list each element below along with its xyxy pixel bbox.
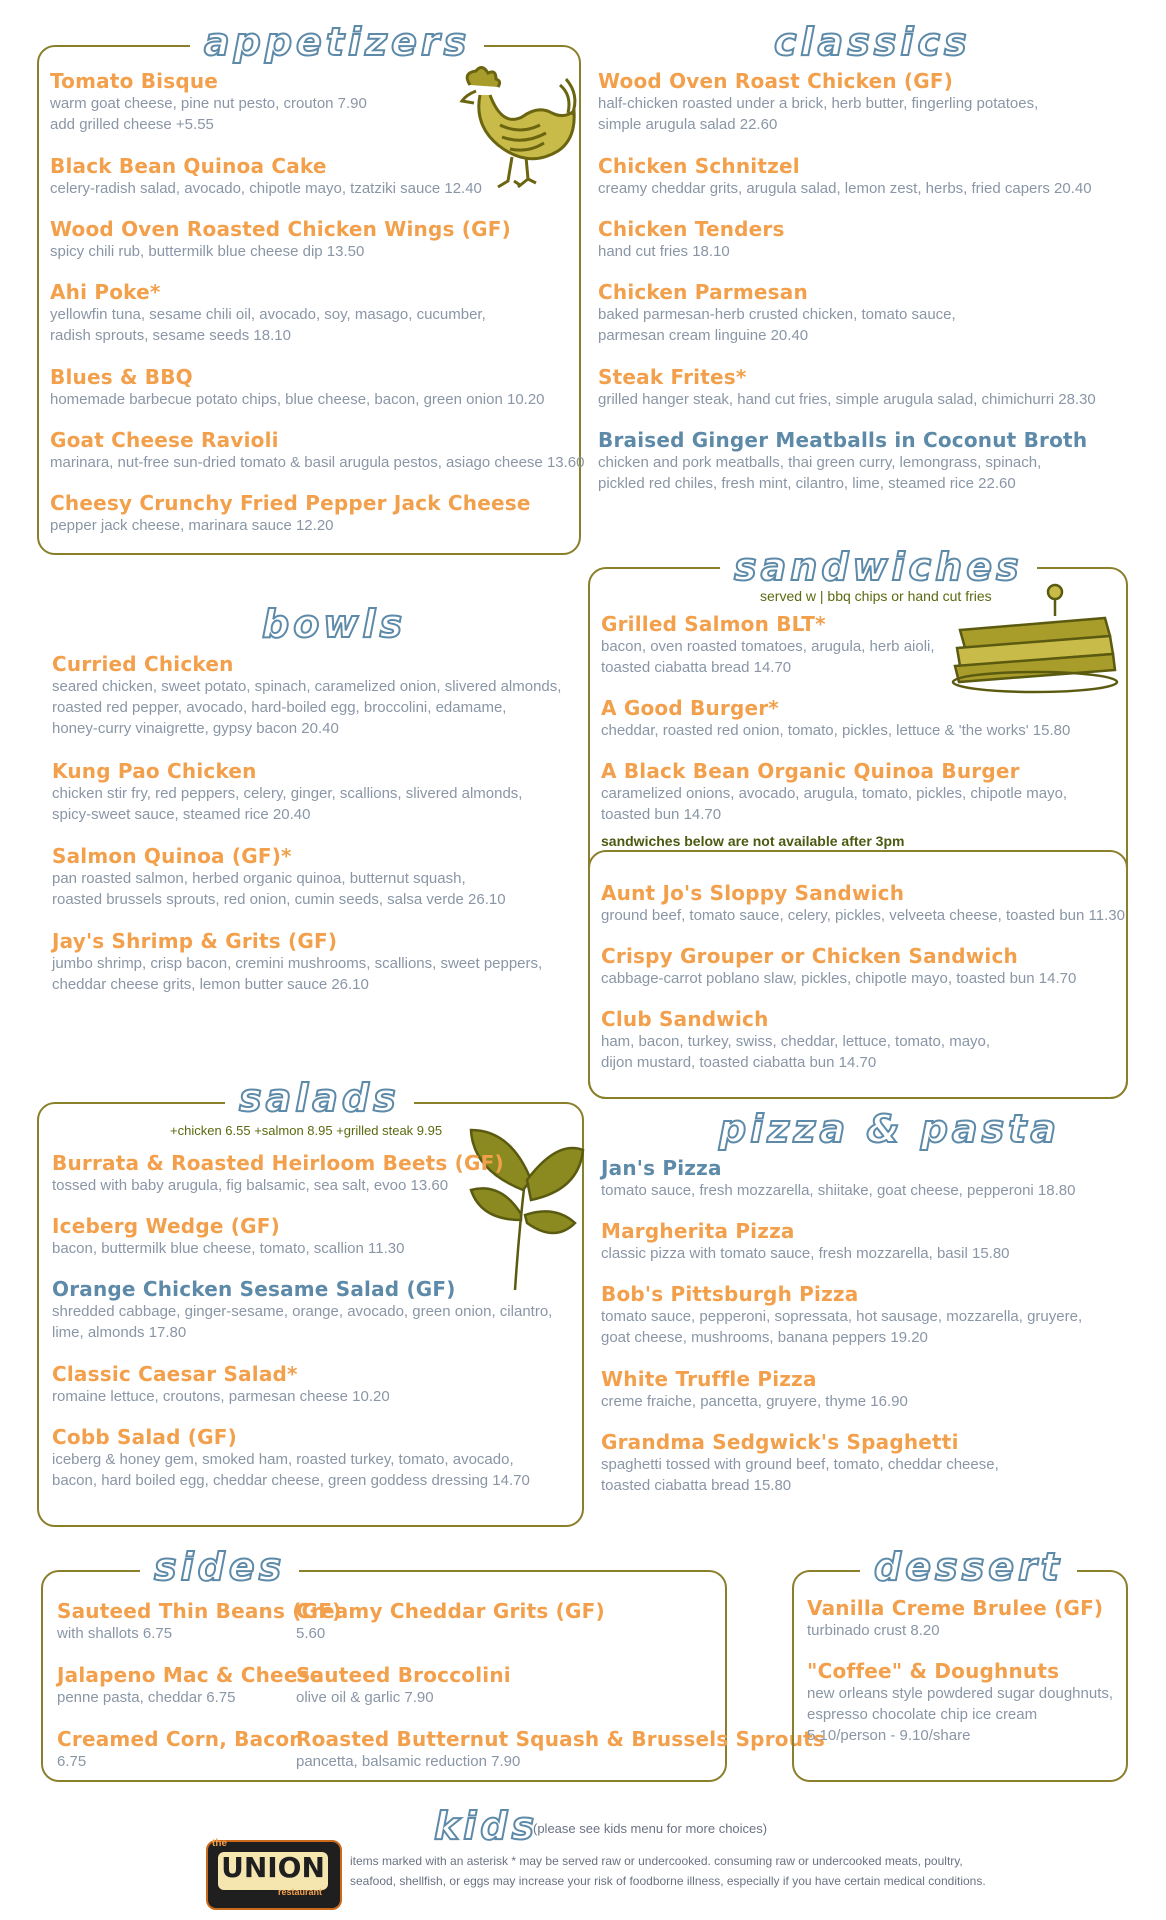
item-name: Curried Chicken [52, 652, 234, 676]
list-item [50, 429, 584, 473]
item-name: Grilled Salmon BLT* [601, 612, 826, 636]
sandwiches-note: sandwiches below are not available after 3pm [601, 833, 905, 849]
item-name: Iceberg Wedge (GF) [52, 1214, 280, 1238]
item-desc: toasted bun 14.70 [601, 806, 722, 823]
item-desc: bacon, oven roasted tomatoes, arugula, herb aioli, [601, 638, 935, 655]
item-desc: pickled red chiles, fresh mint, cilantro, lime, steamed rice 22.60 [598, 475, 1016, 492]
item-desc: espresso chocolate chip ice cream [807, 1706, 1038, 1723]
list-item [807, 1597, 1103, 1641]
list-item [52, 760, 522, 825]
item-desc: hand cut fries 18.10 [598, 243, 730, 260]
item-name: Bob's Pittsburgh Pizza [601, 1282, 859, 1306]
bowls-title: bowls [248, 602, 420, 646]
item-name: Wood Oven Roast Chicken (GF) [598, 69, 954, 93]
item-desc: marinara, nut-free sun-dried tomato & basil arugula pestos, asiago cheese 13.60 [50, 454, 585, 471]
item-desc: roasted red pepper, avocado, hard-boiled egg, broccolini, edamame, [52, 699, 507, 716]
item-desc: chicken stir fry, red peppers, celery, ginger, scallions, slivered almonds, [52, 785, 523, 802]
list-item [598, 429, 1087, 494]
sandwich-illustration-icon [945, 578, 1120, 696]
disclaimer-line-2: seafood, shellfish, or eggs may increase your risk of foodborne illness, especially if you have certain medical conditions. [350, 1874, 986, 1888]
item-name: Sauteed Thin Beans (GF) [57, 1599, 342, 1623]
list-item [601, 1431, 999, 1496]
list-item [807, 1660, 1113, 1746]
item-name: Creamy Cheddar Grits (GF) [296, 1599, 605, 1623]
item-desc: bacon, buttermilk blue cheese, tomato, scallion 11.30 [52, 1240, 405, 1257]
item-name: Orange Chicken Sesame Salad (GF) [52, 1277, 456, 1301]
item-desc: pancetta, balsamic reduction 7.90 [296, 1753, 521, 1770]
item-desc: chicken and pork meatballs, thai green curry, lemongrass, spinach, [598, 454, 1042, 471]
salads-addons: +chicken 6.55 +salmon 8.95 +grilled steak 9.95 [170, 1123, 443, 1138]
item-name: White Truffle Pizza [601, 1367, 817, 1391]
item-name: Kung Pao Chicken [52, 759, 257, 783]
spinach-leaf-icon [465, 1120, 585, 1295]
union-logo [206, 1840, 342, 1910]
item-desc: toasted ciabatta bread 15.80 [601, 1477, 792, 1494]
item-desc: pepper jack cheese, marinara sauce 12.20 [50, 517, 334, 534]
item-desc: 6.75 [57, 1753, 87, 1770]
item-desc: 5.60 [296, 1625, 326, 1642]
item-desc: goat cheese, mushrooms, banana peppers 19.20 [601, 1329, 928, 1346]
list-item [52, 1152, 504, 1196]
item-name: Club Sandwich [601, 1007, 769, 1031]
item-desc: turbinado crust 8.20 [807, 1622, 940, 1639]
item-name: Burrata & Roasted Heirloom Beets (GF) [52, 1151, 504, 1175]
item-name: Grandma Sedgwick's Spaghetti [601, 1430, 959, 1454]
item-desc: tomato sauce, pepperoni, sopressata, hot sausage, mozzarella, gruyere, [601, 1308, 1083, 1325]
item-name: Creamed Corn, Bacon [57, 1727, 304, 1751]
item-desc: with shallots 6.75 [57, 1625, 173, 1642]
item-desc: ham, bacon, turkey, swiss, cheddar, lettuce, tomato, mayo, [601, 1033, 991, 1050]
sides-title: sides [140, 1545, 299, 1589]
item-desc: spicy chili rub, buttermilk blue cheese dip 13.50 [50, 243, 365, 260]
list-item [50, 492, 531, 536]
list-item [601, 1368, 908, 1412]
list-item [601, 1283, 1082, 1348]
item-desc: cheddar cheese grits, lemon butter sauce 26.10 [52, 976, 369, 993]
item-desc: penne pasta, cheddar 6.75 [57, 1689, 236, 1706]
item-name: Sauteed Broccolini [296, 1663, 511, 1687]
item-desc: dijon mustard, toasted ciabatta bun 14.70 [601, 1054, 877, 1071]
list-item [601, 1220, 1010, 1264]
item-name: Goat Cheese Ravioli [50, 428, 279, 452]
item-desc: add grilled cheese +5.55 [50, 116, 214, 133]
item-name: Cobb Salad (GF) [52, 1425, 237, 1449]
salads-title: salads [225, 1076, 414, 1120]
item-desc: parmesan cream linguine 20.40 [598, 327, 809, 344]
item-desc: jumbo shrimp, crisp bacon, cremini mushrooms, scallions, sweet peppers, [52, 955, 543, 972]
item-desc: lime, almonds 17.80 [52, 1324, 187, 1341]
item-desc: homemade barbecue potato chips, blue cheese, bacon, green onion 10.20 [50, 391, 545, 408]
list-item [598, 155, 1092, 199]
list-item [296, 1664, 511, 1708]
item-desc: honey-curry vinaigrette, gypsy bacon 20.40 [52, 720, 339, 737]
list-item [52, 1278, 552, 1343]
item-name: Jan's Pizza [601, 1156, 722, 1180]
item-name: Jay's Shrimp & Grits (GF) [52, 929, 338, 953]
list-item [598, 366, 1096, 410]
item-name: Salmon Quinoa (GF)* [52, 844, 292, 868]
list-item [50, 281, 486, 346]
list-item [52, 653, 561, 739]
item-name: Wood Oven Roasted Chicken Wings (GF) [50, 217, 511, 241]
item-desc: 5.10/person - 9.10/share [807, 1727, 971, 1744]
item-name: Vanilla Creme Brulee (GF) [807, 1596, 1104, 1620]
sandwiches-subtitle: served w | bbq chips or hand cut fries [760, 588, 992, 604]
item-desc: cabbage-carrot poblano slaw, pickles, chipotle mayo, toasted bun 14.70 [601, 970, 1077, 987]
list-item [57, 1664, 323, 1708]
item-desc: creme fraiche, pancetta, gruyere, thyme 16.90 [601, 1393, 908, 1410]
item-name: "Coffee" & Doughnuts [807, 1659, 1060, 1683]
item-desc: tossed with baby arugula, fig balsamic, sea salt, evoo 13.60 [52, 1177, 449, 1194]
item-name: Ahi Poke* [50, 280, 161, 304]
item-name: Crispy Grouper or Chicken Sandwich [601, 944, 1018, 968]
appetizers-title: appetizers [190, 20, 484, 64]
logo-main [218, 1852, 328, 1890]
item-name: Braised Ginger Meatballs in Coconut Broth [598, 428, 1088, 452]
list-item [50, 218, 511, 262]
item-desc: romaine lettuce, croutons, parmesan cheese 10.20 [52, 1388, 390, 1405]
list-item [50, 366, 545, 410]
item-desc: grilled hanger steak, hand cut fries, simple arugula salad, chimichurri 28.30 [598, 391, 1096, 408]
logo-main-text: UNION [221, 1851, 325, 1884]
list-item [598, 70, 1038, 135]
list-item [601, 1008, 990, 1073]
item-desc: shredded cabbage, ginger-sesame, orange, avocado, green onion, cilantro, [52, 1303, 553, 1320]
list-item [598, 218, 785, 262]
item-desc: roasted brussels sprouts, red onion, cumin seeds, salsa verde 26.10 [52, 891, 506, 908]
disclaimer-line-1: items marked with an asterisk * may be served raw or undercooked. consuming raw or undercooked meats, poultry, [350, 1854, 963, 1868]
list-item [52, 845, 506, 910]
item-name: Cheesy Crunchy Fried Pepper Jack Cheese [50, 491, 531, 515]
item-desc: creamy cheddar grits, arugula salad, lemon zest, herbs, fried capers 20.40 [598, 180, 1092, 197]
list-item [601, 697, 1070, 741]
item-name: Jalapeno Mac & Cheese [57, 1663, 324, 1687]
item-desc: iceberg & honey gem, smoked ham, roasted turkey, tomato, avocado, [52, 1451, 514, 1468]
item-desc: olive oil & garlic 7.90 [296, 1689, 434, 1706]
item-desc: baked parmesan-herb crusted chicken, tomato sauce, [598, 306, 956, 323]
item-name: Chicken Schnitzel [598, 154, 800, 178]
item-desc: toasted ciabatta bread 14.70 [601, 659, 792, 676]
item-desc: seared chicken, sweet potato, spinach, caramelized onion, slivered almonds, [52, 678, 562, 695]
item-desc: spaghetti tossed with ground beef, tomato, cheddar cheese, [601, 1456, 999, 1473]
list-item [296, 1600, 605, 1644]
list-item [52, 1363, 390, 1407]
item-name: Blues & BBQ [50, 365, 193, 389]
item-name: A Black Bean Organic Quinoa Burger [601, 759, 1020, 783]
item-desc: pan roasted salmon, herbed organic quinoa, butternut squash, [52, 870, 466, 887]
item-name: Chicken Tenders [598, 217, 785, 241]
item-desc: tomato sauce, fresh mozzarella, shiitake, goat cheese, pepperoni 18.80 [601, 1182, 1076, 1199]
list-item [50, 70, 367, 135]
dessert-title: dessert [860, 1545, 1077, 1589]
list-item [601, 1157, 1075, 1201]
list-item [57, 1728, 304, 1772]
item-name: Roasted Butternut Squash & Brussels Sprouts [296, 1727, 826, 1751]
item-name: Chicken Parmesan [598, 280, 808, 304]
item-desc: bacon, hard boiled egg, cheddar cheese, green goddess dressing 14.70 [52, 1472, 530, 1489]
list-item [52, 1426, 530, 1491]
list-item [50, 155, 482, 199]
item-desc: classic pizza with tomato sauce, fresh mozzarella, basil 15.80 [601, 1245, 1010, 1262]
item-desc: warm goat cheese, pine nut pesto, crouton 7.90 [50, 95, 367, 112]
item-name: Margherita Pizza [601, 1219, 795, 1243]
item-desc: cheddar, roasted red onion, tomato, pickles, lettuce & 'the works' 15.80 [601, 722, 1071, 739]
item-desc: radish sprouts, sesame seeds 18.10 [50, 327, 291, 344]
list-item [601, 613, 935, 678]
logo-sub: restaurant [278, 1887, 323, 1897]
logo-top: the [212, 1838, 227, 1849]
item-desc: caramelized onions, avocado, arugula, tomato, pickles, chipotle mayo, [601, 785, 1068, 802]
list-item [52, 1215, 404, 1259]
list-item [598, 281, 956, 346]
item-desc: simple arugula salad 22.60 [598, 116, 778, 133]
item-desc: new orleans style powdered sugar doughnuts, [807, 1685, 1114, 1702]
item-name: A Good Burger* [601, 696, 779, 720]
list-item [601, 882, 1125, 926]
item-name: Aunt Jo's Sloppy Sandwich [601, 881, 905, 905]
item-name: Black Bean Quinoa Cake [50, 154, 327, 178]
item-desc: yellowfin tuna, sesame chili oil, avocado, soy, masago, cucumber, [50, 306, 486, 323]
item-desc: ground beef, tomato sauce, celery, pickles, velveeta cheese, toasted bun 11.30 [601, 907, 1125, 924]
list-item [52, 930, 542, 995]
classics-title: classics [760, 20, 985, 64]
item-desc: spicy-sweet sauce, steamed rice 20.40 [52, 806, 311, 823]
item-name: Tomato Bisque [50, 69, 219, 93]
pizza-title: pizza & pasta [705, 1107, 1074, 1151]
item-name: Steak Frites* [598, 365, 747, 389]
list-item [601, 945, 1076, 989]
item-desc: half-chicken roasted under a brick, herb butter, fingerling potatoes, [598, 95, 1039, 112]
kids-title: kids [420, 1804, 552, 1848]
kids-note: (please see kids menu for more choices) [533, 1821, 768, 1836]
item-name: Classic Caesar Salad* [52, 1362, 298, 1386]
list-item [296, 1728, 825, 1772]
list-item [601, 760, 1067, 825]
sandwiches-title: sandwiches [720, 545, 1037, 589]
item-desc: celery-radish salad, avocado, chipotle mayo, tzatziki sauce 12.40 [50, 180, 482, 197]
